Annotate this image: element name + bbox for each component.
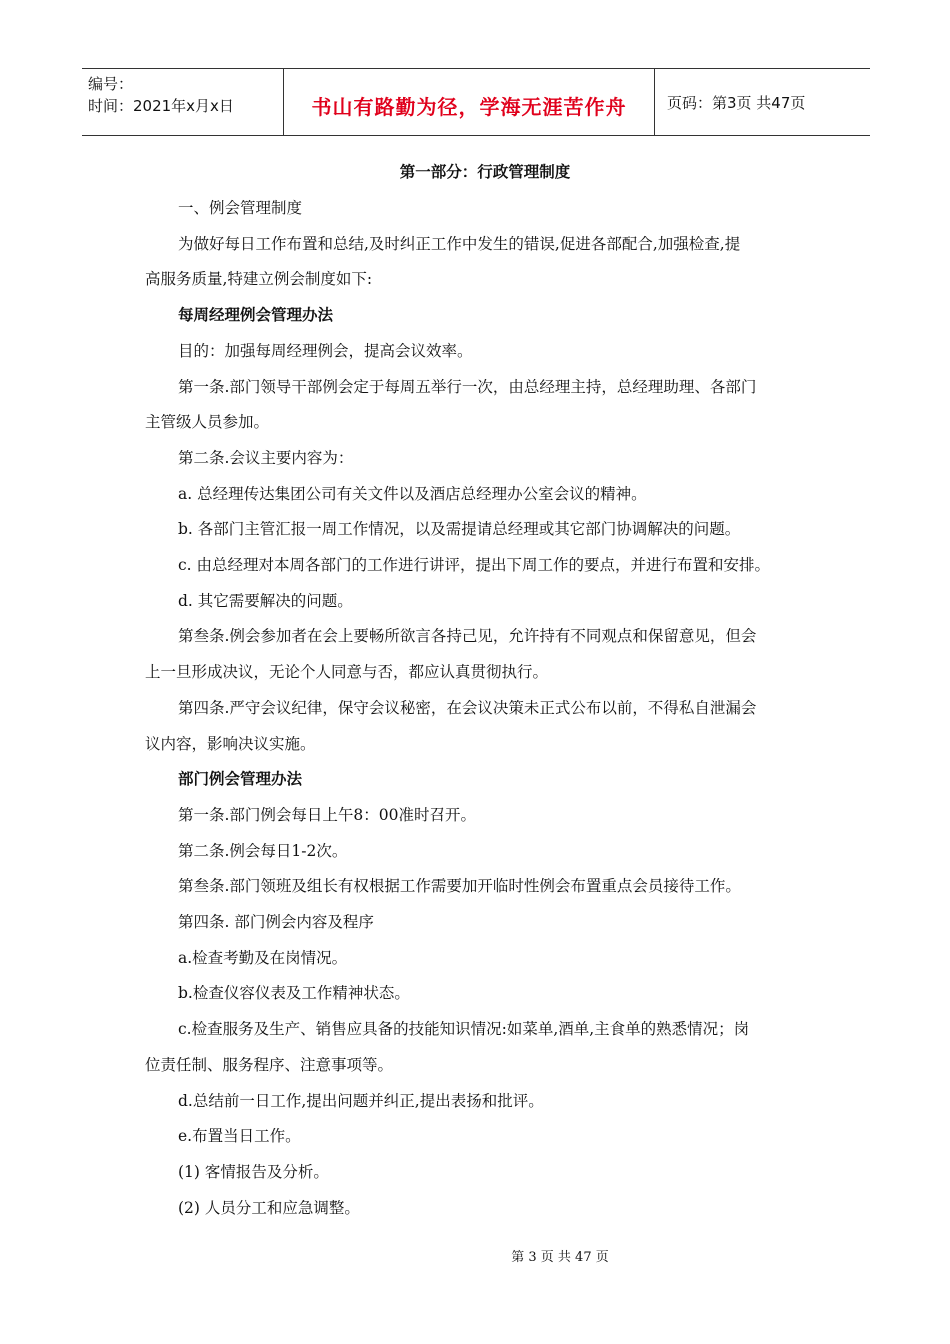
document-time-label: 时间：2021年x月x日 — [88, 97, 234, 115]
paragraph-line: 目的：加强每周经理例会，提高会议效率。 — [178, 341, 473, 360]
paragraph-line: 第四条.严守会议纪律，保守会议秘密，在会议决策未正式公布以前，不得私自泄漏会 — [178, 698, 757, 717]
header-motto: 书山有路勤为径，学海无涯苦作舟 — [283, 69, 655, 135]
list-item: d. 其它需要解决的问题。 — [178, 591, 353, 610]
part-title: 第一部分：行政管理制度 — [399, 163, 571, 181]
document-header — [82, 68, 870, 136]
paragraph-line: 上一旦形成决议，无论个人同意与否，都应认真贯彻执行。 — [145, 663, 549, 682]
paragraph-line: 第叁条.例会参加者在会上要畅所欲言各持己见，允许持有不同观点和保留意见，但会 — [178, 627, 757, 646]
document-body — [145, 157, 825, 1226]
list-item: (2) 人员分工和应急调整。 — [178, 1198, 360, 1217]
list-item: b. 各部门主管汇报一周工作情况，以及需提请总经理或其它部门协调解决的问题。 — [178, 520, 741, 539]
list-item: (1) 客情报告及分析。 — [178, 1162, 329, 1181]
paragraph-line: 第一条.部门例会每日上午8：00准时召开。 — [178, 805, 477, 824]
subsection-heading-department: 部门例会管理办法 — [178, 770, 303, 789]
paragraph-line: 第四条. 部门例会内容及程序 — [178, 913, 374, 932]
list-item: c. 由总经理对本周各部门的工作进行讲评，提出下周工作的要点，并进行布置和安排。 — [178, 556, 771, 575]
list-item: a. 总经理传达集团公司有关文件以及酒店总经理办公室会议的精神。 — [178, 484, 647, 503]
header-meta — [82, 69, 283, 135]
list-item: c.检查服务及生产、销售应具备的技能知识情况:如菜单,酒单,主食单的熟悉情况；岗 — [178, 1020, 750, 1039]
paragraph-line: 高服务质量,特建立例会制度如下: — [145, 270, 373, 289]
subsection-heading-weekly: 每周经理例会管理办法 — [178, 306, 334, 325]
header-page-label: 页码：第3页 共47页 — [667, 93, 806, 112]
document-number-label: 编号： — [88, 75, 134, 93]
paragraph-line: 主管级人员参加。 — [145, 413, 270, 432]
paragraph-line: 为做好每日工作布置和总结,及时纠正工作中发生的错误,促进各部配合,加强检查,提 — [178, 234, 741, 253]
list-item: e.布置当日工作。 — [178, 1127, 301, 1146]
section-heading: 一、例会管理制度 — [178, 199, 303, 217]
list-item: b.检查仪容仪表及工作精神状态。 — [178, 984, 410, 1003]
paragraph-line: 议内容，影响决议实施。 — [145, 734, 316, 753]
paragraph-line: 位责任制、服务程序、注意事项等。 — [145, 1055, 394, 1074]
paragraph-line: 第二条.例会每日1-2次。 — [178, 841, 348, 860]
page-footer: 第 3 页 共 47 页 — [511, 1250, 609, 1265]
paragraph-line: 第二条.会议主要内容为： — [178, 448, 354, 467]
list-item: a.检查考勤及在岗情况。 — [178, 948, 348, 967]
paragraph-line: 第叁条.部门领班及组长有权根据工作需要加开临时性例会布置重点会员接待工作。 — [178, 877, 741, 896]
paragraph-line: 第一条.部门领导干部例会定于每周五举行一次，由总经理主持，总经理助理、各部门 — [178, 377, 757, 396]
list-item: d.总结前一日工作,提出问题并纠正,提出表扬和批评。 — [178, 1091, 544, 1110]
